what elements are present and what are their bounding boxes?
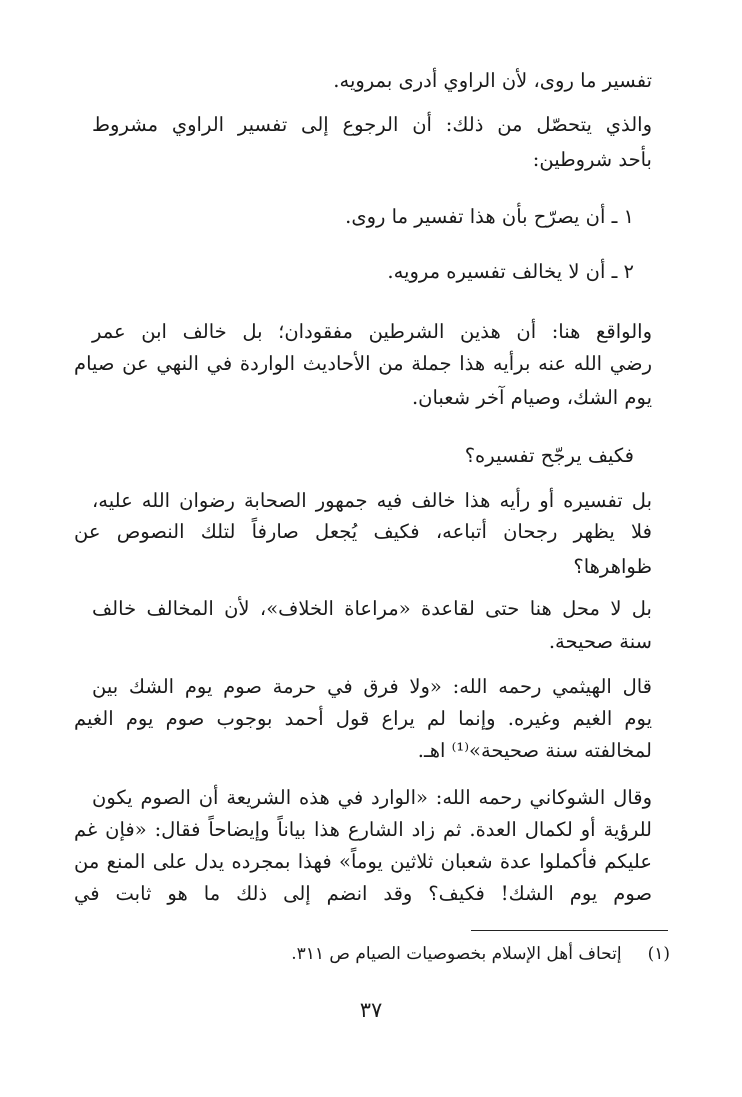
text-line: سنة صحيحة. [548, 630, 652, 653]
text-line: قال الهيثمي رحمه الله: «ولا فرق في حرمة صوم يوم الشك بين [92, 675, 652, 698]
text-line: للرؤية أو لكمال العدة. ثم زاد الشارع هذا بياناً وإيضاحاً فقال: «فإن غم [74, 818, 652, 841]
text-line: والواقع هنا: أن هذين الشرطين مفقودان؛ بل خالف ابن عمر [92, 320, 652, 343]
text-line: رضي الله عنه برأيه هذا جملة من الأحاديث الواردة في النهي عن صيام [74, 352, 652, 375]
numbered-item: ٢ ـ أن لا يخالف تفسيره مرويه. [387, 260, 634, 283]
text-line: بل تفسيره أو رأيه هذا خالف فيه جمهور الصحابة رضوان الله عليه، [92, 489, 652, 512]
text-line: وقال الشوكاني رحمه الله: «الوارد في هذه الشريعة أن الصوم يكون [92, 786, 652, 809]
text-line: يوم الغيم وغيره. وإنما لم يراع قول أحمد بوجوب صوم يوم الغيم [74, 707, 652, 730]
text-line: فكيف يرجّح تفسيره؟ [464, 444, 634, 467]
text-line: بأحد شروطين: [532, 148, 652, 171]
text-line: عليكم فأكملوا عدة شعبان ثلاثين يوماً» فهذا بمجرده يدل على المنع من [74, 850, 652, 873]
text-line: بل لا محل هنا حتى لقاعدة «مراعاة الخلاف»، لأن المخالف خالف [92, 597, 652, 620]
footnote-text: إتحاف أهل الإسلام بخصوصيات الصيام ص ٣١١. [291, 944, 622, 964]
page-number: ٣٧ [359, 998, 383, 1022]
footnote-number: (١) [647, 944, 670, 964]
text-line: والذي يتحصّل من ذلك: أن الرجوع إلى تفسير الراوي مشروط [92, 113, 652, 136]
text-line: تفسير ما روى، لأن الراوي أدرى بمرويه. [333, 69, 652, 92]
footnote-separator [471, 930, 668, 931]
text-line: ظواهرها؟ [573, 555, 652, 578]
footnote [291, 944, 670, 964]
numbered-item: ١ ـ أن يصرّح بأن هذا تفسير ما روى. [345, 205, 634, 228]
text-line: فلا يظهر رجحان أتباعه، فكيف يُجعل صارفاً لتلك النصوص عن [74, 520, 652, 543]
text-line: يوم الشك، وصيام آخر شعبان. [411, 386, 652, 409]
text-line: صوم يوم الشك! فكيف؟ وقد انضم إلى ذلك ما هو ثابت في [74, 882, 652, 905]
text-line: لمخالفته سنة صحيحة»⁽¹⁾ اهـ. [417, 739, 652, 762]
